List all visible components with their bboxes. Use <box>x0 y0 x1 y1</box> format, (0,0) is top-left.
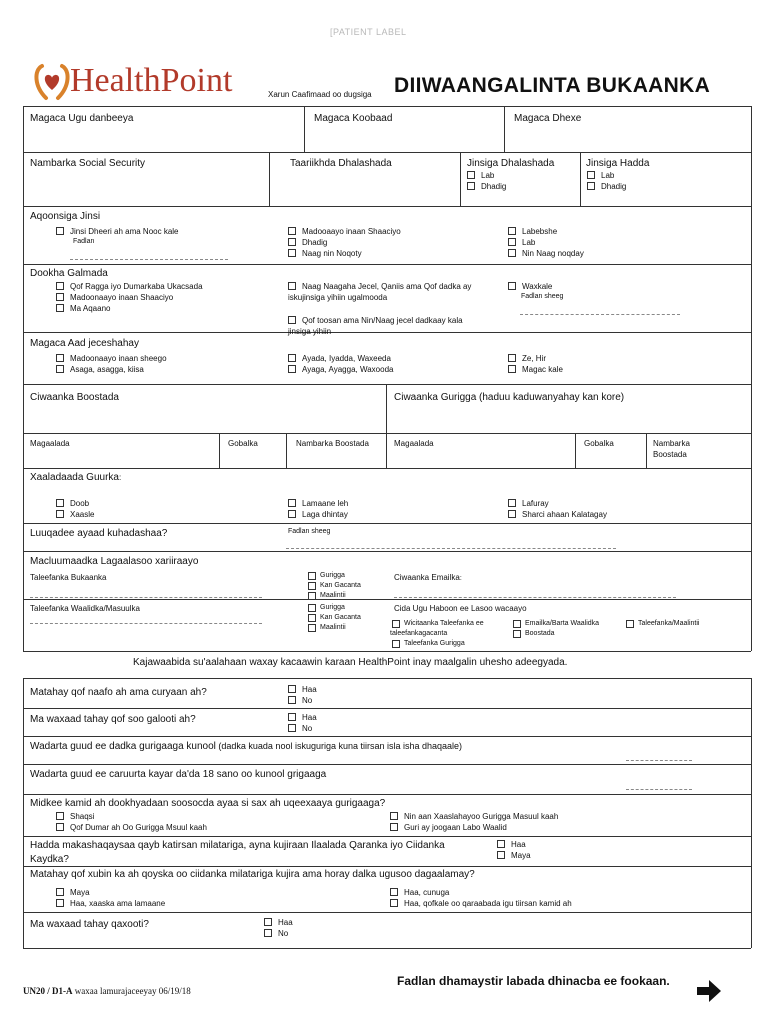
city-label: Magaalada <box>30 439 70 448</box>
question-household <box>30 741 462 752</box>
logo-text: HealthPoint <box>70 62 233 99</box>
marital-checkbox[interactable] <box>288 510 296 518</box>
option-label: Ayada, Iyadda, Waxeeda <box>302 354 391 363</box>
pronouns-title: Magaca Aad jeceshahay <box>30 338 139 349</box>
middle-name-label: Magaca Dhexe <box>514 113 582 124</box>
household-type-checkbox[interactable] <box>56 823 64 831</box>
contact-method-checkbox[interactable] <box>392 640 400 648</box>
option-label: Madoonaayo inaan sheego <box>70 354 167 363</box>
sex-birth-female-checkbox[interactable] <box>467 171 475 179</box>
form-code <box>23 986 191 996</box>
mailing-address-label: Ciwaanka Boostada <box>30 392 119 403</box>
household-question-bold: Wadarta guud ee dadka gurigaaga kunool <box>30 741 216 752</box>
sex-birth-male-checkbox[interactable] <box>467 182 475 190</box>
question-military-line2: Kaydka? <box>30 854 69 865</box>
option-label: Ze, Hir <box>522 354 546 363</box>
option-label: Haa <box>302 685 317 694</box>
option-label: Maalintii <box>320 592 346 599</box>
note-label: Fadlan sheeg <box>521 293 564 300</box>
question-children: Wadarta guud ee caruurta kayar da'da 18 sano oo kunool grigaaga <box>30 769 327 780</box>
note-label: Fadlan <box>73 238 95 245</box>
orientation-checkbox[interactable] <box>288 282 296 290</box>
option-label: No <box>278 929 289 938</box>
option-label: Dhadig <box>601 182 627 191</box>
gender-checkbox[interactable] <box>288 249 296 257</box>
pronoun-checkbox[interactable] <box>56 365 64 373</box>
orientation-checkbox[interactable] <box>56 293 64 301</box>
email-label-text: Ciwaanka Emailka <box>394 573 460 582</box>
city2-label: Magaalada <box>394 439 434 448</box>
patient-phone-label: Taleefanka Bukaanka <box>30 573 107 582</box>
phone-type-checkbox[interactable] <box>308 614 316 622</box>
option-label: Maya <box>70 888 90 897</box>
orientation-checkbox[interactable] <box>288 316 296 324</box>
option-label: Waxkale <box>522 282 553 291</box>
option-label: Asaga, asagga, kiisa <box>70 365 144 374</box>
next-page-arrow-icon <box>695 978 723 1009</box>
veteran-family-checkbox[interactable] <box>390 888 398 896</box>
option-label: Kan Gacanta <box>320 614 361 621</box>
option-label: Haa, qofkale oo qaraabada igu tiirsan kamid ah <box>404 899 572 908</box>
last-name-label: Magaca Ugu danbeeya <box>30 113 134 124</box>
sex-now-male-checkbox[interactable] <box>587 182 595 190</box>
option-label: Lab <box>522 238 536 247</box>
marital-checkbox[interactable] <box>288 499 296 507</box>
pronoun-checkbox[interactable] <box>508 365 516 373</box>
language-note: Fadlan sheeg <box>288 528 331 535</box>
phone-type-checkbox[interactable] <box>308 624 316 632</box>
guardian-phone-label: Taleefanka Waalidka/Masuulka <box>30 604 140 613</box>
phone-type-checkbox[interactable] <box>308 582 316 590</box>
option-label: Haa <box>511 840 526 849</box>
option-label: Guri ay joogaan Labo Waalid <box>404 823 507 832</box>
complete-both-sides-note: Fadlan dhamaystir labada dhinacba ee fookaan. <box>397 974 670 988</box>
question-disability: Matahay qof naafo ah ama curyaan ah? <box>30 687 207 698</box>
option-label: Dhadig <box>481 182 507 191</box>
veteran-family-checkbox[interactable] <box>56 899 64 907</box>
option-label: Haa <box>278 918 293 927</box>
language-title: Luuqadee ayaad kuhadashaa? <box>30 528 168 539</box>
military-yes-checkbox[interactable] <box>497 840 505 848</box>
question-veteran-family: Matahay qof xubin ka ah qoyska oo ciidanka milatariga kujira ama horay dalka ugusoo dagaalamay? <box>30 869 475 880</box>
option-label: Gurigga <box>320 604 345 611</box>
veteran-family-checkbox[interactable] <box>390 899 398 907</box>
immigrant-no-checkbox[interactable] <box>288 724 296 732</box>
veteran-family-checkbox[interactable] <box>56 888 64 896</box>
option-label: Lafuray <box>522 499 549 508</box>
option-label: Laga dhintay <box>302 510 348 519</box>
contact-method-checkbox[interactable] <box>626 620 634 628</box>
option-label: Naag Naagaha Jecel, Qaniis ama Qof dadka ay <box>302 282 472 291</box>
zip2-label: Nambarka <box>653 439 690 448</box>
contact-title: Macluumaadka Lagaalasoo xariiraayo <box>30 556 199 567</box>
sex-at-birth-label: Jinsiga Dhalashada <box>467 158 555 169</box>
orientation-checkbox[interactable] <box>56 282 64 290</box>
household-type-checkbox[interactable] <box>56 812 64 820</box>
phone-type-checkbox[interactable] <box>308 604 316 612</box>
option-label: Qof Ragga iyo Dumarkaba Ukacsada <box>70 282 203 291</box>
option-label: Haa <box>302 713 317 722</box>
pronoun-checkbox[interactable] <box>288 365 296 373</box>
option-label: Wicitaanka Taleefanka ee <box>404 620 484 627</box>
pronoun-checkbox[interactable] <box>508 354 516 362</box>
option-label: Gurigga <box>320 572 345 579</box>
patient-label: [PATIENT LABEL <box>330 27 407 37</box>
immigrant-yes-checkbox[interactable] <box>288 713 296 721</box>
best-way-label: Cida Ugu Haboon ee Lasoo wacaayo <box>394 604 527 613</box>
logo <box>32 60 72 104</box>
refugee-yes-checkbox[interactable] <box>264 918 272 926</box>
gender-checkbox[interactable] <box>56 227 64 235</box>
contact-method-checkbox[interactable] <box>513 620 521 628</box>
funding-banner: Kajawaabida su'aalahaan waxay kacaawin karaan HealthPoint inay maalgalin uhesho adeegyada. <box>133 657 568 668</box>
sex-now-female-checkbox[interactable] <box>587 171 595 179</box>
heart-person-icon <box>32 60 72 104</box>
refugee-no-checkbox[interactable] <box>264 929 272 937</box>
option-label: No <box>302 724 313 733</box>
option-label: Sharci ahaan Kalatagay <box>522 510 607 519</box>
marital-checkbox[interactable] <box>508 510 516 518</box>
option-label: Ayaga, Ayagga, Waxooda <box>302 365 394 374</box>
marital-checkbox[interactable] <box>508 499 516 507</box>
orientation-checkbox[interactable] <box>56 304 64 312</box>
gender-checkbox[interactable] <box>288 227 296 235</box>
phone-type-checkbox[interactable] <box>308 592 316 600</box>
current-sex-label: Jinsiga Hadda <box>586 158 650 169</box>
marital-title <box>30 472 121 483</box>
home-address-label: Ciwaanka Gurigga (haduu kaduwanyahay kan kore) <box>394 392 625 403</box>
military-no-checkbox[interactable] <box>497 851 505 859</box>
option-label: Nin Naag noqday <box>522 249 584 258</box>
gender-identity-title: Aqoonsiga Jinsi <box>30 211 101 222</box>
option-label: Ma Aqaano <box>70 304 111 313</box>
option-label: Qof Dumar ah Oo Gurigga Msuul kaah <box>70 823 207 832</box>
option-label: Taleefanka Gurigga <box>404 640 465 647</box>
option-label: Haa, cunuga <box>404 888 450 897</box>
disability-yes-checkbox[interactable] <box>288 685 296 693</box>
first-name-label: Magaca Koobaad <box>314 113 393 124</box>
option-label: Boostada <box>525 630 555 637</box>
option-label: Xaasle <box>70 510 95 519</box>
phone-type-checkbox[interactable] <box>308 572 316 580</box>
option-label: Lab <box>481 171 495 180</box>
zip2-label-line2: Boostada <box>653 450 687 459</box>
option-label: Kan Gacanta <box>320 582 361 589</box>
state2-label: Gobalka <box>584 439 614 448</box>
contact-method-checkbox[interactable] <box>392 620 400 628</box>
marital-title-colon: : <box>118 473 122 482</box>
option-label: Shaqsi <box>70 812 95 821</box>
option-label: Nin aan Xaaslahayoo Gurigga Masuul kaah <box>404 812 559 821</box>
household-type-checkbox[interactable] <box>390 812 398 820</box>
option-label: Taleefanka/Maalintii <box>638 620 700 627</box>
option-label: Maya <box>511 851 531 860</box>
marital-title-text: Xaaladaada Guurka <box>30 472 119 483</box>
option-label: Madooaayo inaan Shaaciyo <box>302 227 401 236</box>
revision-date: waxaa lamurajaceeyay 06/19/18 <box>72 986 191 996</box>
option-label: Maalintii <box>320 624 346 631</box>
option-label: jinsiga yihiin <box>288 327 332 336</box>
dob-label: Taariikhda Dhalashada <box>290 158 392 169</box>
email-label <box>394 573 462 582</box>
page-title: DIIWAANGALINTA BUKAANKA <box>394 74 711 97</box>
option-label: Dhadig <box>302 238 328 247</box>
pronoun-checkbox[interactable] <box>288 354 296 362</box>
option-label: Labebshe <box>522 227 558 236</box>
option-label: Lab <box>601 171 615 180</box>
question-refugee: Ma waxaad tahay qaxooti? <box>30 919 149 930</box>
clinic-label: Xarun Caafimaad oo dugsiga <box>268 90 372 99</box>
orientation-checkbox[interactable] <box>508 282 516 290</box>
contact-method-checkbox[interactable] <box>513 630 521 638</box>
pronoun-checkbox[interactable] <box>56 354 64 362</box>
disability-no-checkbox[interactable] <box>288 696 296 704</box>
option-label: Emailka/Barta Waalidka <box>525 620 600 627</box>
option-label: taleefankagacanta <box>390 630 448 637</box>
ssn-label: Nambarka Social Security <box>30 158 146 169</box>
marital-checkbox[interactable] <box>56 510 64 518</box>
option-label: iskujinsiga yihiin ugalmooda <box>288 293 388 302</box>
zip-label: Nambarka Boostada <box>296 439 369 448</box>
email-label-colon: : <box>459 575 462 582</box>
gender-checkbox[interactable] <box>288 238 296 246</box>
form-code-id: UN20 / D1-A <box>23 986 73 996</box>
gender-checkbox[interactable] <box>508 227 516 235</box>
question-household-type: Midkee kamid ah dookhyadaan soosocda ayaa si sax ah uqeexaaya gurigaaga? <box>30 798 386 809</box>
question-immigrant: Ma waxaad tahay qof soo galooti ah? <box>30 714 196 725</box>
option-label: Haa, xaaska ama lamaane <box>70 899 166 908</box>
option-label: Lamaane leh <box>302 499 349 508</box>
household-type-checkbox[interactable] <box>390 823 398 831</box>
option-label: Qof toosan ama Nin/Naag jecel dadkaay kala <box>302 316 463 325</box>
option-label: No <box>302 696 313 705</box>
option-label: Naag nin Noqoty <box>302 249 362 258</box>
state-label: Gobalka <box>228 439 258 448</box>
orientation-title: Dookha Galmada <box>30 268 108 279</box>
gender-checkbox[interactable] <box>508 238 516 246</box>
option-label: Doob <box>70 499 90 508</box>
household-question-note: (dadka kuada nool iskuguriga kuna tiirsan isla isha dhaqaale) <box>215 741 463 751</box>
option-label: Jinsi Dheeri ah ama Nooc kale <box>70 227 179 236</box>
gender-checkbox[interactable] <box>508 249 516 257</box>
question-military: Hadda makashaqaysaa qayb katirsan milatariga, ayna kujiraan Ilaalada Qaranka iyo Ciidanka <box>30 840 445 851</box>
option-label: Madoonaayo inaan Shaaciyo <box>70 293 174 302</box>
option-label: Magac kale <box>522 365 563 374</box>
marital-checkbox[interactable] <box>56 499 64 507</box>
